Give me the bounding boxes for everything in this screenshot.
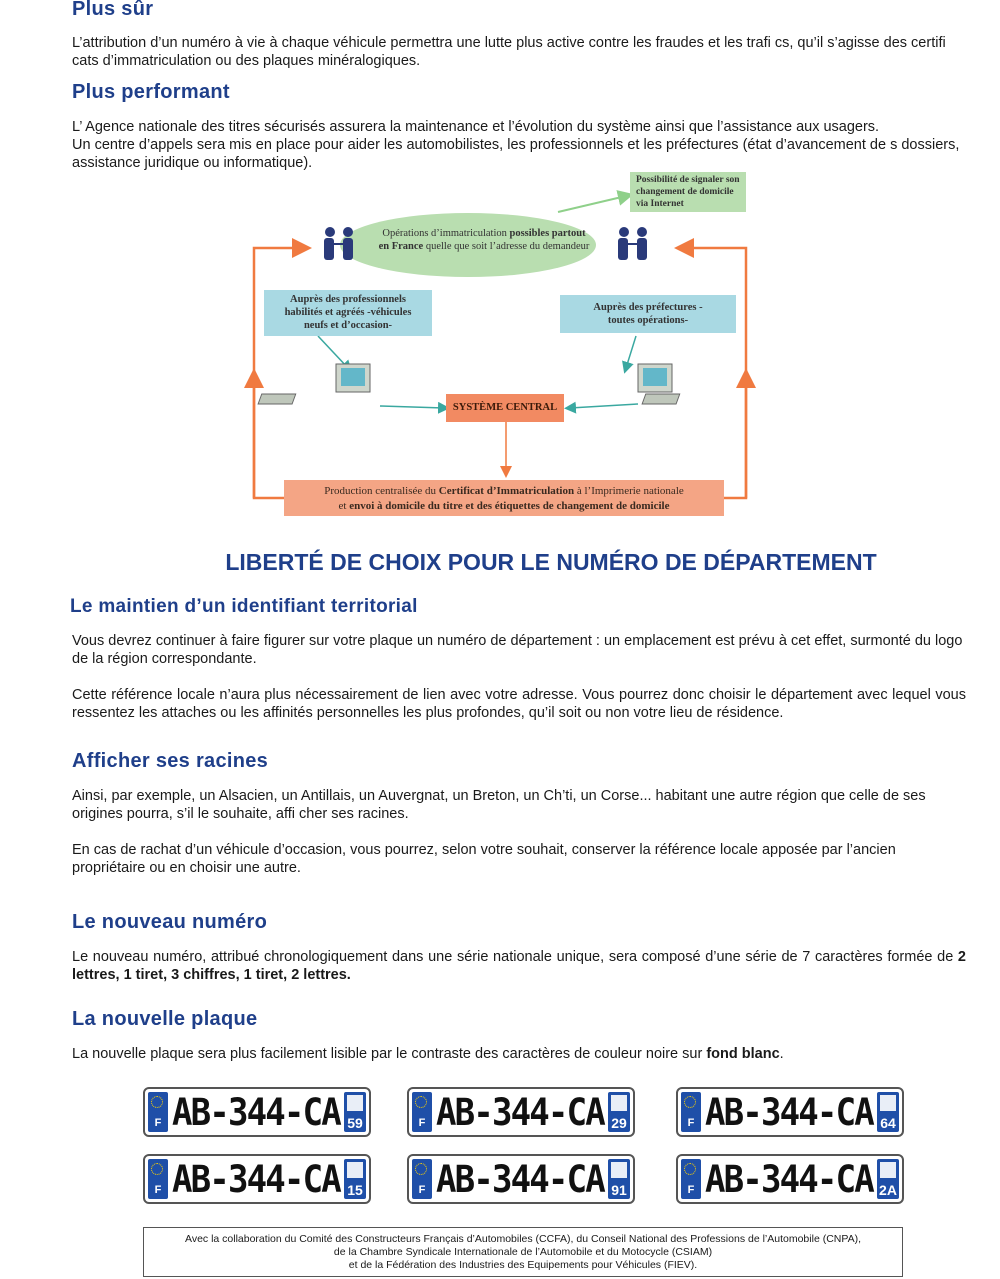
production-box — [284, 480, 724, 516]
operations-text — [368, 227, 600, 253]
prod-text-1: Production centralisée du — [324, 485, 439, 497]
eu-stars-icon — [415, 1096, 427, 1108]
paragraph-numero — [72, 948, 966, 984]
footer-line-2: de la Chambre Syndicale Internationale de l’Automobile et du Motocycle (CSIAM) — [333, 1246, 713, 1258]
heading-plus-sur: Plus sûr — [72, 0, 154, 20]
eu-band — [148, 1092, 168, 1132]
eu-stars-icon — [151, 1163, 163, 1175]
eu-band — [412, 1092, 432, 1132]
region-logo-icon — [880, 1095, 896, 1111]
plaque-end: . — [779, 1046, 784, 1062]
region-band — [608, 1092, 630, 1132]
ellipse-text-2: quelle que soit l’adresse du demandeur — [423, 241, 590, 252]
paragraph-performant-1: L’ Agence nationale des titres sécurisés assurera la maintenance et l’évolution du système ainsi que l’assistance aux usagers. — [72, 119, 880, 135]
eu-stars-icon — [415, 1163, 427, 1175]
license-plate — [407, 1087, 635, 1137]
paragraph-identifiant-2: Cette référence locale n’aura plus nécessairement de lien avec votre adresse. Vous pourrez donc choisir le département avec lequel vous ressentez les attaches ou les affinités personnelles les plus profondes, qu’il soit ou non votre lieu de résidence. — [72, 687, 966, 721]
handshake-icon-left — [324, 227, 353, 260]
plaque-text: La nouvelle plaque sera plus facilement lisible par le contraste des caractères de couleur noire sur — [72, 1046, 707, 1062]
country-code: F — [154, 1117, 162, 1129]
computer-icon-left — [258, 364, 370, 404]
plaque-bold: fond blanc — [706, 1046, 780, 1062]
prod-bold-1: Certificat d’Immatriculation — [438, 485, 575, 497]
paragraph-racines-2: En cas de rachat d’un véhicule d’occasion, vous pourrez, selon votre souhait, conserver la référence locale apposée par l’ancien propriétaire ou en choisir une autre. — [72, 842, 896, 876]
professionals-box: Auprès des professionnels habilités et agréés -véhicules neufs et d’occasion- — [264, 290, 432, 336]
plate-number: AB-344-CA — [436, 1091, 604, 1134]
plate-number: AB-344-CA — [705, 1091, 873, 1134]
license-plate — [143, 1087, 371, 1137]
eu-band — [681, 1092, 701, 1132]
paragraph-identifiant-1: Vous devrez continuer à faire figurer sur votre plaque un numéro de département : un emplacement est prévu à cet effet, surmonté du logo de la région correspondante. — [72, 633, 963, 667]
country-code: F — [687, 1117, 695, 1129]
eu-stars-icon — [684, 1163, 696, 1175]
region-logo-icon — [611, 1095, 627, 1111]
department-number: 64 — [880, 1115, 896, 1131]
prefectures-box: Auprès des préfectures -toutes opérations- — [560, 295, 736, 333]
heading-nouvelle-plaque: La nouvelle plaque — [72, 1008, 258, 1030]
country-code: F — [687, 1184, 695, 1196]
heading-identifiant: Le maintien d’un identifiant territorial — [70, 596, 418, 617]
license-plate — [143, 1154, 371, 1204]
numero-bold: 2 lettres, 1 tiret, 3 chiffres, 1 tiret, 2 lettres. — [72, 949, 966, 983]
footer-line-1: Avec la collaboration du Comité des Constructeurs Français d’Automobiles (CCFA), du Conseil National des Professions de l’Automobile (CNPA), — [185, 1233, 861, 1245]
heading-racines: Afficher ses racines — [72, 750, 269, 772]
country-code: F — [418, 1184, 426, 1196]
prod-text-3: et — [338, 500, 350, 512]
region-band — [877, 1092, 899, 1132]
ellipse-text-1: Opérations d’immatriculation — [382, 228, 510, 239]
heading-plus-performant: Plus performant — [72, 81, 230, 103]
department-number: 2A — [879, 1182, 897, 1198]
computer-icon-right — [638, 364, 680, 404]
paragraph-plus-sur: L’attribution d’un numéro à vie à chaque véhicule permettra une lutte plus active contre les fraudes et les trafi cs, qu’il s’agisse des certifi cats d’immatriculation ou des plaques minéralogiques. — [72, 35, 946, 69]
handshake-icon-right — [618, 227, 647, 260]
region-band — [344, 1159, 366, 1199]
country-code: F — [418, 1117, 426, 1129]
department-number: 59 — [347, 1115, 363, 1131]
ellipse-bold-1: possibles partout — [509, 228, 586, 239]
department-number: 91 — [611, 1182, 627, 1198]
country-code: F — [154, 1184, 162, 1196]
eu-band — [681, 1159, 701, 1199]
eu-band — [412, 1159, 432, 1199]
region-band — [877, 1159, 899, 1199]
central-system-box: SYSTÈME CENTRAL — [446, 394, 564, 422]
internet-box: Possibilité de signaler son changement de domicile via Internet — [630, 172, 746, 212]
diagram-arrows — [240, 168, 760, 520]
registration-diagram — [240, 168, 760, 520]
department-number: 15 — [347, 1182, 363, 1198]
eu-band — [148, 1159, 168, 1199]
eu-stars-icon — [684, 1096, 696, 1108]
footer-line-3: et de la Fédération des Industries des Equipements pour Véhicules (FIEV). — [348, 1259, 698, 1271]
page-title: LIBERTÉ DE CHOIX POUR LE NUMÉRO DE DÉPARTEMENT — [225, 549, 877, 575]
eu-stars-icon — [151, 1096, 163, 1108]
license-plate — [676, 1154, 904, 1204]
plate-number: AB-344-CA — [705, 1158, 873, 1201]
plate-number: AB-344-CA — [436, 1158, 604, 1201]
paragraph-racines-1: Ainsi, par exemple, un Alsacien, un Antillais, un Auvergnat, un Breton, un Ch’ti, un Corse... habitant une autre région que celle de ses origines pourra, s’il le souhaite, affi cher ses racines. — [72, 788, 926, 822]
region-logo-icon — [347, 1095, 363, 1111]
heading-nouveau-numero: Le nouveau numéro — [72, 911, 268, 933]
region-band — [608, 1159, 630, 1199]
region-logo-icon — [611, 1162, 627, 1178]
prod-bold-2: envoi à domicile du titre et des étiquettes de changement de domicile — [349, 500, 670, 512]
plate-number: AB-344-CA — [172, 1158, 340, 1201]
collaboration-footer — [143, 1227, 903, 1277]
numero-text: Le nouveau numéro, attribué chronologiquement dans une série nationale unique, sera composé d’une série de 7 caractères formée de — [72, 949, 958, 965]
region-logo-icon — [880, 1162, 896, 1178]
paragraph-plaque — [72, 1045, 972, 1063]
paragraph-performant-2: Un centre d’appels sera mis en place pour aider les automobilistes, les professionnels et les préfectures (état d’avancement de s dossiers, assistance juridique ou informatique). — [72, 137, 960, 171]
department-number: 29 — [611, 1115, 627, 1131]
region-band — [344, 1092, 366, 1132]
license-plate — [407, 1154, 635, 1204]
license-plate — [676, 1087, 904, 1137]
prod-text-2: à l’Imprimerie nationale — [574, 485, 684, 497]
region-logo-icon — [347, 1162, 363, 1178]
plate-number: AB-344-CA — [172, 1091, 340, 1134]
ellipse-bold-2: en France — [378, 241, 424, 252]
